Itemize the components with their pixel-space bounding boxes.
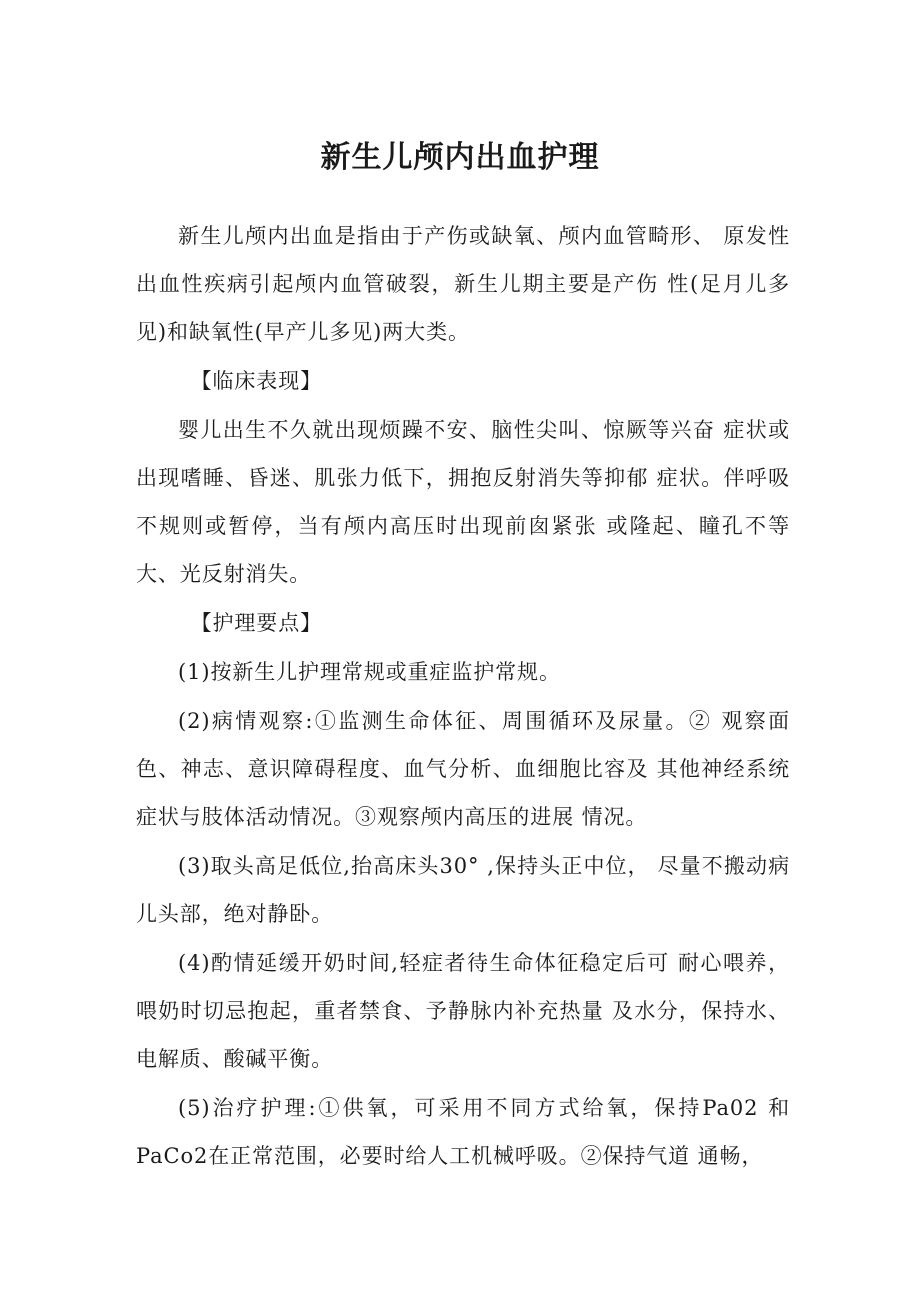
nursing-item-2: (2)病情观察:①监测生命体征、周围循环及尿量。② 观察面色、神志、意识障碍程度、血气分析、血细胞比容及 其他神经系统症状与肢体活动情况。③观察颅内高压的进展 情况。 [136, 709, 790, 829]
nursing-item-5: (5)治疗护理:①供氧，可采用不同方式给氧，保持Pa02 和PaCo2在正常范围，必要时给人工机械呼吸。②保持气道 通畅， [136, 1096, 790, 1168]
clinical-paragraph: 婴儿出生不久就出现烦躁不安、脑性尖叫、惊厥等兴奋 症状或出现嗜睡、昏迷、肌张力低下，拥抱反射消失等抑郁 症状。伴呼吸不规则或暂停，当有颅内高压时出现前囱紧张 或隆起、瞳孔不等大、光反射消失。 [136, 418, 790, 586]
nursing-item-4: (4)酌情延缓开奶时间,轻症者待生命体征稳定后可 耐心喂养，喂奶时切忌抱起，重者禁食、予静脉内补充热量 及水分，保持水、电解质、酸碱平衡。 [136, 951, 790, 1071]
page-title: 新生儿颅内出血护理 [320, 140, 600, 175]
intro-paragraph: 新生儿颅内出血是指由于产伤或缺氧、颅内血管畸形、 原发性出血性疾病引起颅内血管破裂，新生儿期主要是产伤 性(足月儿多见)和缺氧性(早产儿多见)两大类。 [136, 224, 790, 344]
nursing-item-1: (1)按新生儿护理常规或重症监护常规。 [178, 660, 561, 684]
section-heading-clinical: 【临床表现】 [190, 369, 322, 393]
section-heading-nursing: 【护理要点】 [190, 611, 322, 635]
nursing-item-3: (3)取头高足低位,抬高床头30° ,保持头正中位， 尽量不搬动病儿头部，绝对静卧。 [136, 854, 790, 926]
document-body [136, 212, 790, 1181]
